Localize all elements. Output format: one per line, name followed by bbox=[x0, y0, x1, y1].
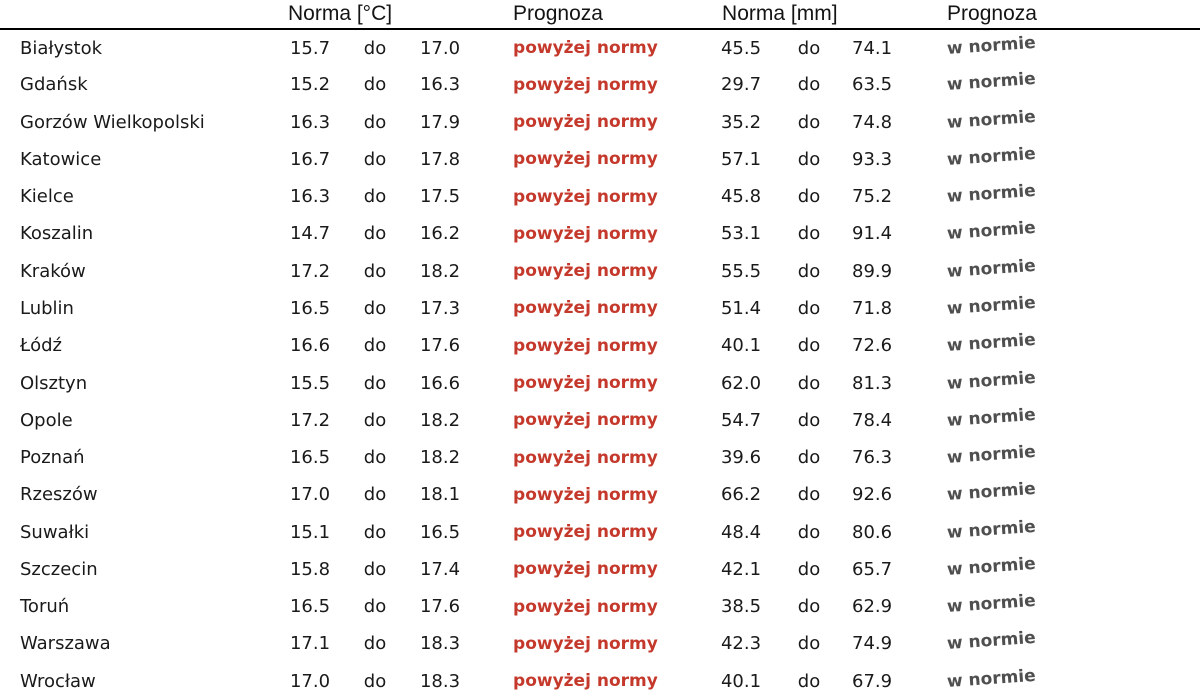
temp-prognoza-cell: powyżej normy bbox=[513, 559, 658, 580]
city-cell: Opole bbox=[20, 409, 73, 431]
temp-prognoza-cell: powyżej normy bbox=[513, 112, 658, 133]
precip-high-cell: 75.2 bbox=[852, 186, 893, 208]
temp-prognoza-cell: powyżej normy bbox=[513, 484, 658, 505]
temp-range-separator: do bbox=[363, 409, 387, 431]
city-cell: Łódź bbox=[20, 335, 63, 357]
city-cell: Lublin bbox=[20, 297, 74, 319]
norma-precip-header: Norma [mm] bbox=[700, 0, 908, 29]
precip-low-cell: 53.1 bbox=[720, 223, 762, 245]
temp-low-cell: 16.5 bbox=[289, 596, 331, 618]
temp-prognoza-cell: powyżej normy bbox=[513, 149, 658, 170]
precip-range-separator: do bbox=[797, 297, 821, 319]
temp-prognoza-cell: powyżej normy bbox=[513, 223, 658, 244]
table-row bbox=[0, 215, 1200, 252]
table-row bbox=[0, 513, 1200, 550]
precip-high-cell: 93.3 bbox=[852, 148, 893, 170]
temp-low-cell: 17.2 bbox=[289, 409, 331, 431]
precip-prognoza-label: w normie bbox=[946, 292, 1037, 319]
temp-low-cell: 15.7 bbox=[289, 37, 331, 59]
city-cell: Gdańsk bbox=[20, 74, 88, 96]
temp-high-cell: 18.2 bbox=[419, 260, 461, 282]
city-cell: Rzeszów bbox=[20, 484, 98, 506]
table-body bbox=[0, 29, 1200, 700]
precip-range-separator: do bbox=[797, 260, 821, 282]
precip-low-cell: 29.7 bbox=[720, 74, 762, 96]
city-cell: Szczecin bbox=[20, 558, 98, 580]
temp-prognoza-cell: powyżej normy bbox=[513, 671, 658, 692]
table-row bbox=[0, 402, 1200, 439]
precip-low-cell: 45.5 bbox=[720, 37, 762, 59]
temp-high-cell: 16.3 bbox=[419, 74, 461, 96]
precip-range-separator: do bbox=[797, 37, 821, 59]
temp-low-cell: 15.1 bbox=[289, 521, 331, 543]
temp-low-cell: 14.7 bbox=[289, 223, 331, 245]
precip-prognoza-label: w normie bbox=[946, 665, 1037, 692]
table-row bbox=[0, 327, 1200, 364]
temp-prognoza-cell: powyżej normy bbox=[513, 410, 658, 431]
temp-prognoza-cell: powyżej normy bbox=[513, 298, 658, 319]
temp-range-separator: do bbox=[363, 521, 387, 543]
precip-low-cell: 39.6 bbox=[720, 447, 762, 469]
precip-range-separator: do bbox=[797, 74, 821, 96]
precip-low-cell: 54.7 bbox=[720, 409, 762, 431]
temp-range-separator: do bbox=[363, 297, 387, 319]
temp-high-cell: 18.1 bbox=[419, 484, 461, 506]
table-row bbox=[0, 476, 1200, 513]
temp-low-cell: 15.8 bbox=[289, 558, 331, 580]
precip-prognoza-label: w normie bbox=[946, 404, 1037, 431]
precip-low-cell: 51.4 bbox=[720, 297, 762, 319]
precip-prognoza-cell bbox=[908, 327, 1200, 364]
precip-high-cell: 80.6 bbox=[852, 521, 893, 543]
city-cell: Koszalin bbox=[20, 223, 94, 245]
temp-prognoza-cell: powyżej normy bbox=[513, 373, 658, 394]
temp-range-separator: do bbox=[363, 37, 387, 59]
temp-high-cell: 18.3 bbox=[419, 670, 461, 692]
temp-low-cell: 16.3 bbox=[289, 111, 331, 133]
precip-prognoza-label: w normie bbox=[946, 479, 1037, 506]
temp-high-cell: 17.5 bbox=[419, 186, 461, 208]
city-cell: Białystok bbox=[20, 37, 103, 59]
table-row bbox=[0, 253, 1200, 290]
table-row bbox=[0, 29, 1200, 66]
precip-range-separator: do bbox=[797, 186, 821, 208]
city-column-header bbox=[0, 0, 275, 29]
precip-prognoza-cell bbox=[908, 513, 1200, 550]
city-cell: Olsztyn bbox=[20, 372, 88, 394]
temp-high-cell: 16.5 bbox=[419, 521, 461, 543]
temp-low-cell: 16.5 bbox=[289, 297, 331, 319]
precip-low-cell: 48.4 bbox=[720, 521, 762, 543]
precip-prognoza-cell bbox=[908, 290, 1200, 327]
precip-low-cell: 38.5 bbox=[720, 596, 762, 618]
temp-low-cell: 16.7 bbox=[289, 148, 331, 170]
precip-prognoza-cell bbox=[908, 364, 1200, 401]
precip-prognoza-cell bbox=[908, 551, 1200, 588]
table-row bbox=[0, 290, 1200, 327]
precip-prognoza-cell bbox=[908, 476, 1200, 513]
temp-high-cell: 18.2 bbox=[419, 409, 461, 431]
precip-low-cell: 35.2 bbox=[720, 111, 762, 133]
temp-low-cell: 17.0 bbox=[289, 484, 331, 506]
precip-high-cell: 91.4 bbox=[852, 223, 893, 245]
header-row bbox=[0, 0, 1200, 29]
temp-low-cell: 17.1 bbox=[289, 633, 331, 655]
city-cell: Warszawa bbox=[20, 633, 111, 655]
precip-low-cell: 42.3 bbox=[720, 633, 762, 655]
precip-prognoza-cell bbox=[908, 253, 1200, 290]
temp-high-cell: 17.6 bbox=[419, 596, 461, 618]
norma-temp-header: Norma [°C] bbox=[275, 0, 475, 29]
table-header bbox=[0, 0, 1200, 29]
precip-prognoza-cell bbox=[908, 66, 1200, 103]
city-cell: Kraków bbox=[20, 260, 86, 282]
temp-low-cell: 16.6 bbox=[289, 335, 331, 357]
precip-prognoza-label: w normie bbox=[946, 516, 1037, 543]
precip-low-cell: 45.8 bbox=[720, 186, 762, 208]
precip-range-separator: do bbox=[797, 447, 821, 469]
precip-prognoza-label: w normie bbox=[946, 106, 1037, 133]
precip-prognoza-label: w normie bbox=[946, 218, 1037, 245]
temp-prognoza-cell: powyżej normy bbox=[513, 38, 658, 59]
temp-range-separator: do bbox=[363, 148, 387, 170]
temp-high-cell: 18.3 bbox=[419, 633, 461, 655]
city-cell: Kielce bbox=[20, 186, 74, 208]
precip-high-cell: 72.6 bbox=[852, 335, 893, 357]
precip-prognoza-cell bbox=[908, 439, 1200, 476]
temp-low-cell: 17.0 bbox=[289, 670, 331, 692]
table-row bbox=[0, 439, 1200, 476]
temp-range-separator: do bbox=[363, 372, 387, 394]
precip-high-cell: 74.1 bbox=[852, 37, 893, 59]
temp-range-separator: do bbox=[363, 596, 387, 618]
temp-range-separator: do bbox=[363, 74, 387, 96]
precip-prognoza-cell bbox=[908, 402, 1200, 439]
precip-prognoza-cell bbox=[908, 625, 1200, 662]
temp-range-separator: do bbox=[363, 111, 387, 133]
precip-prognoza-label: w normie bbox=[946, 330, 1037, 357]
precip-range-separator: do bbox=[797, 111, 821, 133]
precip-prognoza-cell bbox=[908, 215, 1200, 252]
temp-range-separator: do bbox=[363, 335, 387, 357]
precip-prognoza-label: w normie bbox=[946, 143, 1037, 170]
temp-high-cell: 17.3 bbox=[419, 297, 461, 319]
temp-range-separator: do bbox=[363, 260, 387, 282]
temp-range-separator: do bbox=[363, 484, 387, 506]
temp-range-separator: do bbox=[363, 447, 387, 469]
precip-prognoza-label: w normie bbox=[946, 32, 1037, 59]
precip-high-cell: 67.9 bbox=[852, 670, 893, 692]
temp-range-separator: do bbox=[363, 223, 387, 245]
precip-prognoza-cell bbox=[908, 178, 1200, 215]
temp-range-separator: do bbox=[363, 633, 387, 655]
city-cell: Suwałki bbox=[20, 521, 90, 543]
precip-prognoza-cell bbox=[908, 29, 1200, 66]
table-row bbox=[0, 66, 1200, 103]
city-cell: Wrocław bbox=[20, 670, 96, 692]
temp-high-cell: 17.4 bbox=[419, 558, 461, 580]
precip-low-cell: 40.1 bbox=[720, 670, 762, 692]
temp-low-cell: 15.5 bbox=[289, 372, 331, 394]
temp-high-cell: 16.2 bbox=[419, 223, 461, 245]
temp-prognoza-cell: powyżej normy bbox=[513, 261, 658, 282]
table-row bbox=[0, 104, 1200, 141]
precip-range-separator: do bbox=[797, 409, 821, 431]
temp-prognoza-cell: powyżej normy bbox=[513, 186, 658, 207]
precip-prognoza-cell bbox=[908, 104, 1200, 141]
temp-range-separator: do bbox=[363, 558, 387, 580]
precip-prognoza-cell bbox=[908, 663, 1200, 700]
table-row bbox=[0, 551, 1200, 588]
temp-range-separator: do bbox=[363, 670, 387, 692]
precip-high-cell: 62.9 bbox=[852, 596, 893, 618]
precip-range-separator: do bbox=[797, 484, 821, 506]
table-row bbox=[0, 588, 1200, 625]
precip-low-cell: 55.5 bbox=[720, 260, 762, 282]
temp-low-cell: 16.3 bbox=[289, 186, 331, 208]
precip-range-separator: do bbox=[797, 596, 821, 618]
precip-prognoza-label: w normie bbox=[946, 181, 1037, 208]
precip-prognoza-label: w normie bbox=[946, 69, 1037, 96]
temp-high-cell: 18.2 bbox=[419, 447, 461, 469]
precip-low-cell: 40.1 bbox=[720, 335, 762, 357]
temp-low-cell: 15.2 bbox=[289, 74, 331, 96]
temp-high-cell: 17.6 bbox=[419, 335, 461, 357]
precip-high-cell: 74.8 bbox=[852, 111, 893, 133]
precip-high-cell: 71.8 bbox=[852, 297, 893, 319]
precip-high-cell: 81.3 bbox=[852, 372, 893, 394]
temp-prognoza-cell: powyżej normy bbox=[513, 522, 658, 543]
city-cell: Toruń bbox=[20, 596, 70, 618]
precip-range-separator: do bbox=[797, 148, 821, 170]
precip-prognoza-label: w normie bbox=[946, 590, 1037, 618]
table-row bbox=[0, 625, 1200, 662]
precip-low-cell: 57.1 bbox=[720, 148, 762, 170]
temp-high-cell: 17.0 bbox=[419, 37, 461, 59]
table-row bbox=[0, 141, 1200, 178]
precip-range-separator: do bbox=[797, 633, 821, 655]
temp-high-cell: 16.6 bbox=[419, 372, 461, 394]
temp-prognoza-cell: powyżej normy bbox=[513, 74, 658, 95]
precip-high-cell: 65.7 bbox=[852, 558, 893, 580]
temp-high-cell: 17.8 bbox=[419, 148, 461, 170]
precip-high-cell: 74.9 bbox=[852, 633, 893, 655]
precip-range-separator: do bbox=[797, 670, 821, 692]
precip-high-cell: 76.3 bbox=[852, 447, 893, 469]
precip-prognoza-label: w normie bbox=[946, 367, 1037, 394]
prognoza-temp-header: Prognoza bbox=[475, 0, 700, 29]
temp-low-cell: 17.2 bbox=[289, 260, 331, 282]
precip-prognoza-cell bbox=[908, 588, 1200, 625]
temp-high-cell: 17.9 bbox=[419, 111, 461, 133]
precip-prognoza-label: w normie bbox=[946, 255, 1037, 282]
precip-prognoza-label: w normie bbox=[946, 553, 1037, 580]
precip-range-separator: do bbox=[797, 372, 821, 394]
precip-high-cell: 78.4 bbox=[852, 409, 893, 431]
table-row bbox=[0, 663, 1200, 700]
city-cell: Poznań bbox=[20, 447, 85, 469]
temp-prognoza-cell: powyżej normy bbox=[513, 447, 658, 468]
precip-range-separator: do bbox=[797, 223, 821, 245]
precip-high-cell: 63.5 bbox=[852, 74, 893, 96]
table-row bbox=[0, 364, 1200, 401]
table-row bbox=[0, 178, 1200, 215]
precip-prognoza-label: w normie bbox=[946, 441, 1037, 469]
city-cell: Gorzów Wielkopolski bbox=[20, 111, 205, 133]
temp-range-separator: do bbox=[363, 186, 387, 208]
temp-prognoza-cell: powyżej normy bbox=[513, 335, 658, 356]
temp-low-cell: 16.5 bbox=[289, 447, 331, 469]
precip-range-separator: do bbox=[797, 521, 821, 543]
precip-prognoza-label: w normie bbox=[946, 628, 1037, 655]
city-cell: Katowice bbox=[20, 148, 102, 170]
precip-low-cell: 66.2 bbox=[720, 484, 762, 506]
precip-prognoza-cell bbox=[908, 141, 1200, 178]
precip-high-cell: 92.6 bbox=[852, 484, 893, 506]
precip-high-cell: 89.9 bbox=[852, 260, 893, 282]
temp-prognoza-cell: powyżej normy bbox=[513, 633, 658, 654]
precip-range-separator: do bbox=[797, 558, 821, 580]
temp-prognoza-cell: powyżej normy bbox=[513, 596, 658, 617]
precip-low-cell: 42.1 bbox=[720, 558, 762, 580]
precip-range-separator: do bbox=[797, 335, 821, 357]
precip-low-cell: 62.0 bbox=[720, 372, 762, 394]
prognoza-precip-header: Prognoza bbox=[908, 0, 1200, 29]
